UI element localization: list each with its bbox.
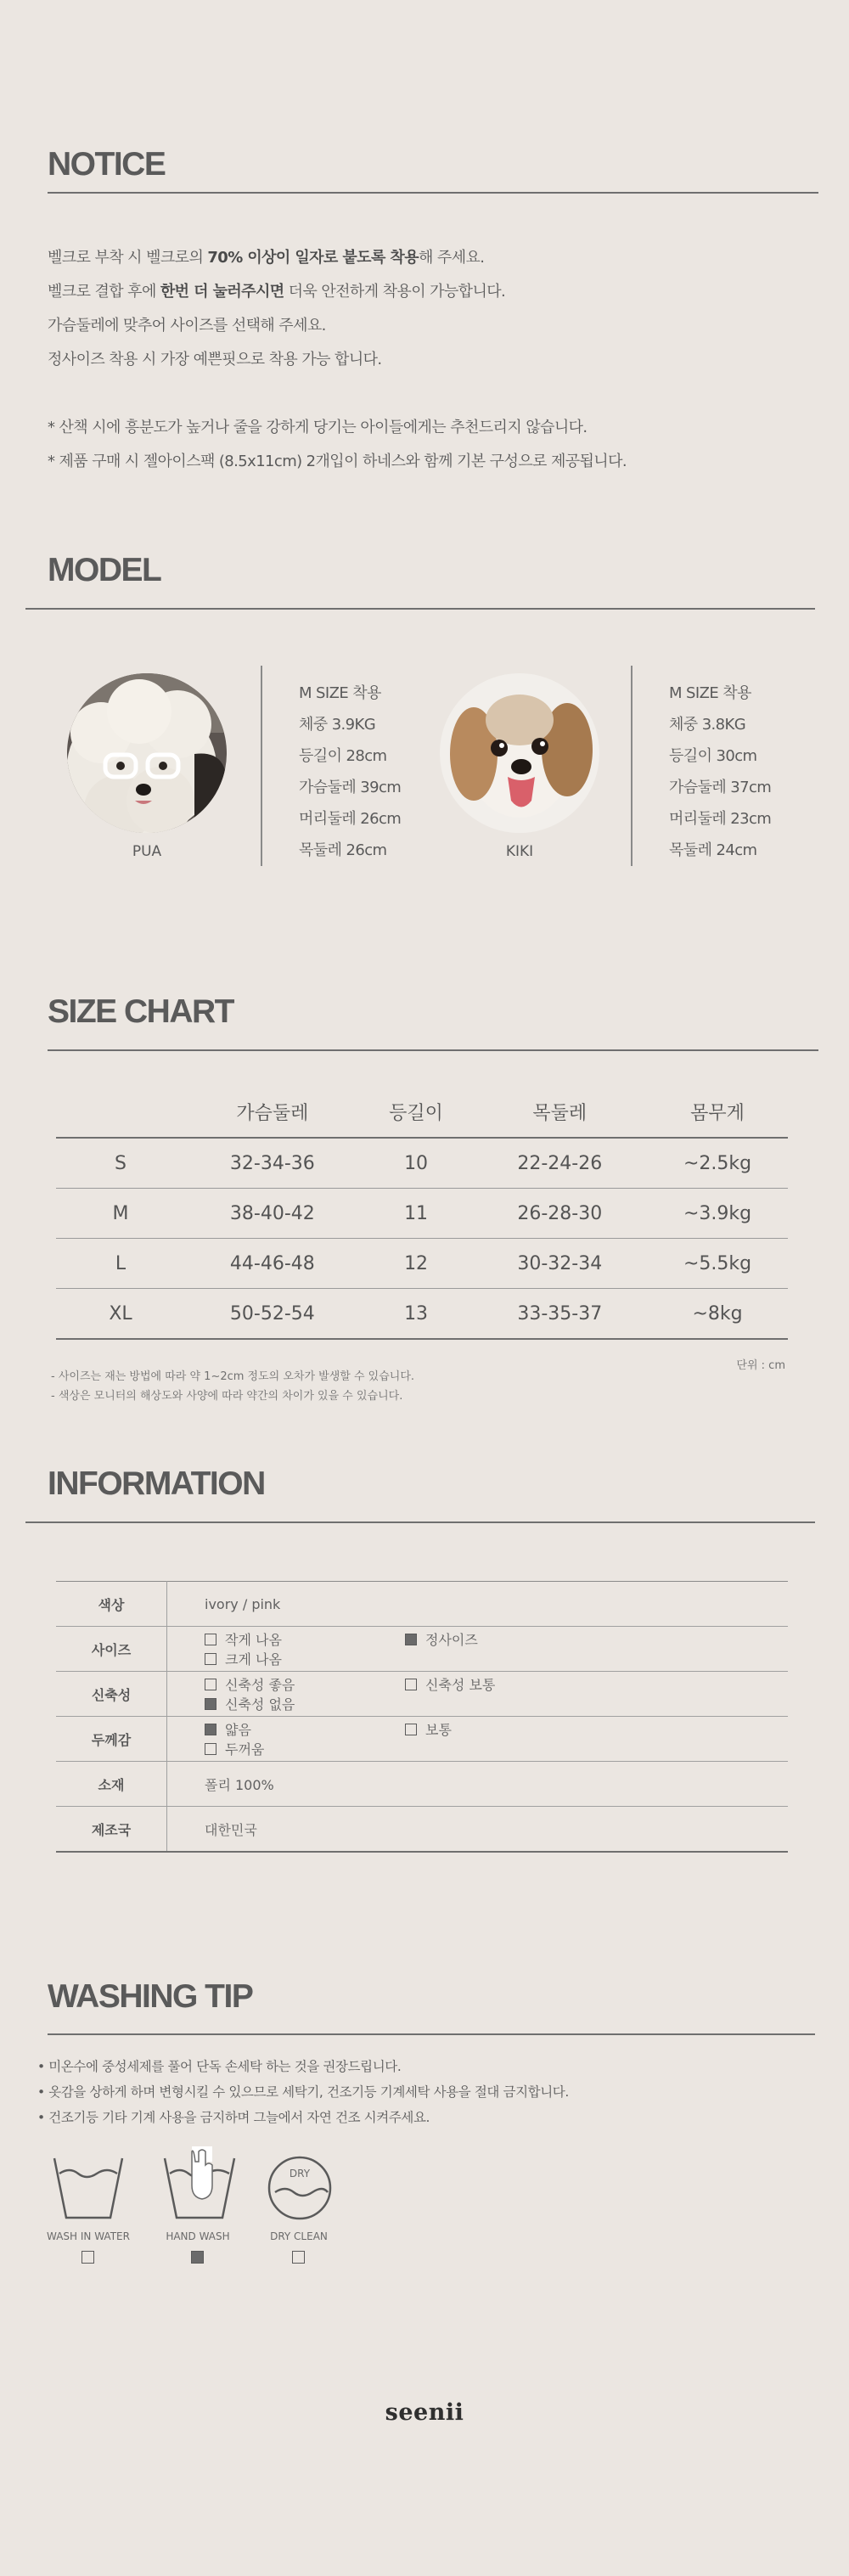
washing-divider	[48, 2033, 815, 2035]
size-header: 목둘레	[472, 1087, 647, 1138]
info-row	[56, 1807, 788, 1853]
checkbox-icon	[191, 2251, 204, 2264]
notice-bullet: * 제품 구매 시 젤아이스팩 (8.5x11cm) 2개입이 하네스와 함께 기본 구성으로 제공됩니다.	[48, 453, 627, 470]
model-stat: 체중 3.8KG	[669, 716, 746, 734]
info-label: 신축성	[56, 1672, 167, 1717]
size-header	[56, 1087, 185, 1138]
info-label: 소재	[56, 1762, 167, 1807]
hand-wash-icon	[161, 2146, 238, 2226]
size-header: 가슴둘레	[185, 1087, 360, 1138]
size-chest: 50-52-54	[185, 1289, 360, 1340]
information-title: INFORMATION	[48, 1465, 265, 1502]
size-row	[56, 1138, 788, 1189]
model-stat: 목둘레 26cm	[299, 841, 387, 859]
size-weight: ~2.5kg	[647, 1138, 788, 1189]
info-row	[56, 1582, 788, 1627]
size-note: - 색상은 모니터의 해상도와 사양에 따라 약간의 차이가 있을 수 있습니다.	[51, 1390, 403, 1403]
size-label: L	[56, 1239, 185, 1289]
information-table	[56, 1581, 788, 1853]
info-options	[167, 1672, 789, 1717]
info-option: 얇음	[205, 1719, 405, 1739]
size-row	[56, 1239, 788, 1289]
model-separator	[631, 666, 633, 866]
size-header-row	[56, 1087, 788, 1138]
checkbox-icon	[205, 1634, 216, 1645]
info-row	[56, 1762, 788, 1807]
checkbox-icon	[205, 1653, 216, 1665]
info-label: 사이즈	[56, 1627, 167, 1672]
info-option: 두꺼움	[205, 1739, 404, 1758]
size-chart-divider	[48, 1049, 818, 1051]
model-stat: 목둘레 24cm	[669, 841, 757, 859]
checkbox-icon	[205, 1679, 216, 1690]
washing-tip: • 옷감을 상하게 하며 변형시킬 수 있으므로 세탁기, 건조기등 기계세탁 사용을 절대 금지합니다.	[37, 2084, 569, 2100]
info-value: 대한민국	[167, 1807, 789, 1853]
notice-line: 정사이즈 착용 시 가장 예쁜핏으로 착용 가능 합니다.	[48, 351, 382, 368]
size-weight: ~5.5kg	[647, 1239, 788, 1289]
size-chart-table	[56, 1087, 788, 1340]
model-name: PUA	[132, 843, 162, 860]
size-label: M	[56, 1189, 185, 1239]
info-row	[56, 1627, 788, 1672]
size-back: 13	[360, 1289, 473, 1340]
size-chart-title: SIZE CHART	[48, 993, 233, 1030]
wash-label: DRY CLEAN	[270, 2230, 328, 2242]
notice-title: NOTICE	[48, 146, 166, 183]
checkbox-icon	[82, 2251, 94, 2264]
checkbox-icon	[405, 1679, 417, 1690]
model-name: KIKI	[505, 843, 534, 860]
notice-line: 가슴둘레에 맞추어 사이즈를 선택해 주세요.	[48, 317, 326, 335]
info-option: 정사이즈	[405, 1629, 604, 1649]
model-stat: M SIZE 착용	[669, 684, 751, 702]
info-row	[56, 1672, 788, 1717]
notice-line: 벨크로 결합 후에 한번 더 눌러주시면 더욱 안전하게 착용이 가능합니다.	[48, 283, 506, 301]
model-stat: 머리둘레 26cm	[299, 810, 402, 828]
model-divider	[25, 608, 815, 610]
brand-logo: seenii	[385, 2399, 464, 2426]
info-option: 신축성 좋음	[205, 1674, 405, 1694]
size-weight: ~3.9kg	[647, 1189, 788, 1239]
info-option: 신축성 없음	[205, 1694, 404, 1713]
info-label: 색상	[56, 1582, 167, 1627]
checkbox-icon	[405, 1634, 417, 1645]
size-label: S	[56, 1138, 185, 1189]
size-header: 몸무게	[647, 1087, 788, 1138]
model-stat: 머리둘레 23cm	[669, 810, 772, 828]
wash-label: HAND WASH	[166, 2230, 230, 2242]
notice-bullet: * 산책 시에 흥분도가 높거나 줄을 강하게 당기는 아이들에게는 추천드리지 않습니다.	[48, 419, 588, 436]
dry-text: DRY	[289, 2168, 311, 2179]
info-option: 크게 나옴	[205, 1649, 404, 1668]
info-label: 두께감	[56, 1717, 167, 1762]
size-row	[56, 1189, 788, 1239]
info-label: 제조국	[56, 1807, 167, 1853]
checkbox-icon	[205, 1724, 216, 1735]
checkbox-icon	[205, 1743, 216, 1755]
info-option: 보통	[405, 1719, 604, 1739]
info-option: 작게 나옴	[205, 1629, 405, 1649]
model-stat: 가슴둘레 37cm	[669, 779, 772, 796]
information-divider	[25, 1521, 815, 1523]
model-stat: 등길이 28cm	[299, 747, 387, 765]
size-header: 등길이	[360, 1087, 473, 1138]
washing-tip: • 미온수에 중성세제를 풀어 단독 손세탁 하는 것을 권장드립니다.	[37, 2059, 402, 2074]
size-neck: 33-35-37	[472, 1289, 647, 1340]
size-back: 11	[360, 1189, 473, 1239]
size-back: 10	[360, 1138, 473, 1189]
size-back: 12	[360, 1239, 473, 1289]
info-options	[167, 1627, 789, 1672]
washing-title: WASHING TIP	[48, 1978, 253, 2015]
size-row	[56, 1289, 788, 1340]
wash-label: WASH IN WATER	[47, 2230, 130, 2242]
model-stats-kiki	[669, 678, 771, 866]
size-chest: 44-46-48	[185, 1239, 360, 1289]
size-neck: 30-32-34	[472, 1239, 647, 1289]
info-row	[56, 1717, 788, 1762]
model-stat: M SIZE 착용	[299, 684, 381, 702]
notice-text	[48, 241, 627, 479]
checkbox-icon	[205, 1698, 216, 1710]
size-unit-note: 단위 : cm	[736, 1359, 785, 1372]
washing-tip: • 건조기등 기타 기계 사용을 금지하며 그늘에서 자연 건조 시켜주세요.	[37, 2110, 430, 2125]
model-photo-kiki	[440, 673, 599, 833]
size-chest: 38-40-42	[185, 1189, 360, 1239]
model-stat: 등길이 30cm	[669, 747, 757, 765]
size-label: XL	[56, 1289, 185, 1340]
size-neck: 22-24-26	[472, 1138, 647, 1189]
info-options	[167, 1717, 789, 1762]
size-chest: 32-34-36	[185, 1138, 360, 1189]
size-note: - 사이즈는 재는 방법에 따라 약 1~2cm 정도의 오차가 발생할 수 있습니다.	[51, 1370, 415, 1383]
size-notes	[51, 1367, 414, 1406]
washing-tips	[37, 2054, 569, 2130]
info-value: 폴리 100%	[167, 1762, 789, 1807]
model-stat: 가슴둘레 39cm	[299, 779, 402, 796]
model-stat: 체중 3.9KG	[299, 716, 376, 734]
checkbox-icon	[405, 1724, 417, 1735]
wash-tub-icon	[51, 2155, 126, 2226]
notice-line: 벨크로 부착 시 벨크로의 70% 이상이 일자로 붙도록 착용해 주세요.	[48, 249, 485, 267]
notice-divider	[48, 192, 818, 194]
model-photo-pua	[67, 673, 227, 833]
model-stats-pua	[299, 678, 401, 866]
model-title: MODEL	[48, 552, 161, 588]
size-neck: 26-28-30	[472, 1189, 647, 1239]
info-option: 신축성 보통	[405, 1674, 604, 1694]
model-separator	[261, 666, 262, 866]
info-value: ivory / pink	[167, 1582, 789, 1627]
size-weight: ~8kg	[647, 1289, 788, 1340]
dry-clean-icon	[267, 2155, 333, 2224]
checkbox-icon	[292, 2251, 305, 2264]
